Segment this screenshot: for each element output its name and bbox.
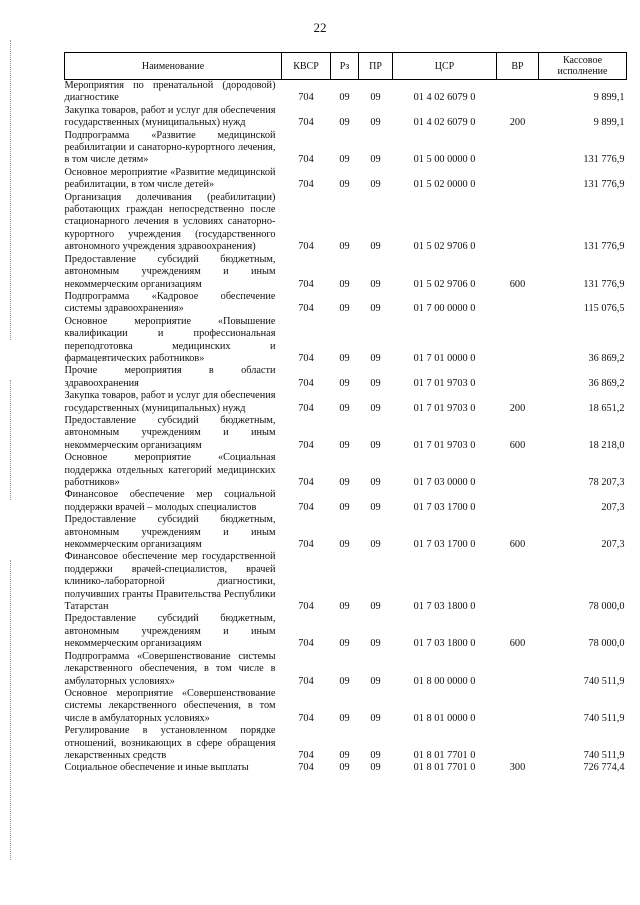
row-pr: 09 [370, 762, 381, 774]
row-name: Прочие мероприятия в области здравоохранения [64, 365, 276, 389]
row-name: Социальное обеспечение и иные выплаты [64, 762, 249, 774]
row-pr: 09 [370, 241, 381, 253]
row-kvsr: 704 [298, 352, 314, 364]
row-kvsr: 704 [298, 439, 314, 451]
row-rz: 09 [339, 92, 350, 104]
row-pr: 09 [370, 439, 381, 451]
row-vr [497, 688, 539, 725]
row-rz: 09 [339, 675, 350, 687]
row-kvsr: 704 [298, 377, 314, 389]
row-kvsr: 704 [298, 241, 314, 253]
row-rz: 09 [339, 154, 350, 166]
row-kvsr: 704 [298, 402, 314, 414]
page-number: 22 [313, 20, 327, 35]
row-pr: 09 [370, 477, 381, 488]
row-amount: 18 218,0 [588, 439, 625, 451]
row-pr: 09 [370, 402, 381, 414]
table-row [65, 551, 627, 613]
table-row [65, 390, 627, 415]
row-rz: 09 [339, 117, 350, 129]
row-rz: 09 [339, 638, 350, 650]
row-pr: 09 [370, 92, 381, 104]
row-vr [497, 365, 539, 390]
table-row [65, 651, 627, 688]
row-csr: 01 4 02 6079 0 [413, 92, 476, 104]
row-csr: 01 7 03 1800 0 [413, 638, 476, 650]
row-amount: 131 776,9 [583, 241, 625, 253]
row-csr: 01 7 01 9703 0 [413, 439, 476, 451]
table-row [65, 762, 627, 774]
row-kvsr: 704 [298, 154, 314, 166]
row-csr: 01 8 00 0000 0 [413, 675, 476, 687]
table-row [65, 489, 627, 514]
row-rz: 09 [339, 278, 350, 290]
row-amount: 207,3 [601, 501, 625, 513]
budget-table [64, 52, 627, 775]
row-pr: 09 [370, 539, 381, 551]
table-row [65, 254, 627, 291]
row-vr [497, 651, 539, 688]
row-name: Основное мероприятие «Совершенствование системы лекарственного обеспечения, в том числе в амбулаторных условиях» [64, 687, 276, 724]
row-pr: 09 [370, 601, 381, 613]
row-name: Мероприятия по пренатальной (дородовой) диагностике [64, 80, 276, 104]
row-vr: 600 [509, 278, 526, 290]
row-kvsr: 704 [298, 712, 314, 724]
table-row [65, 316, 627, 366]
row-vr [497, 130, 539, 167]
row-kvsr: 704 [298, 179, 314, 191]
row-name: Предоставление субсидий бюджетным, автономным учреждениям и иным некоммерческим организациям [64, 514, 276, 551]
row-amount: 131 776,9 [583, 179, 625, 191]
table-header-row [65, 53, 627, 80]
table-row [65, 452, 627, 489]
row-csr: 01 5 00 0000 0 [413, 154, 476, 166]
row-vr [497, 291, 539, 316]
row-kvsr: 704 [298, 117, 314, 129]
row-pr: 09 [370, 303, 381, 315]
row-name: Основное мероприятие «Социальная поддержка отдельных категорий медицинских работников» [64, 452, 276, 488]
row-amount: 726 774,4 [583, 762, 625, 774]
row-name: Финансовое обеспечение мер социальной поддержки врачей – молодых специалистов [64, 489, 276, 513]
row-name: Основное мероприятие «Развитие медицинской реабилитации, в том числе детей» [64, 166, 276, 191]
row-csr: 01 8 01 7701 0 [413, 762, 476, 774]
table-row [65, 105, 627, 130]
row-name: Закупка товаров, работ и услуг для обеспечения государственных (муниципальных) нужд [64, 104, 276, 129]
row-csr: 01 7 00 0000 0 [413, 303, 476, 315]
row-name: Подпрограмма «Кадровое обеспечение системы здравоохранения» [64, 290, 276, 315]
row-name: Предоставление субсидий бюджетным, автономным учреждениям и иным некоммерческим организациям [64, 613, 276, 650]
row-amount: 78 000,0 [588, 601, 625, 613]
row-kvsr: 704 [298, 303, 314, 315]
row-csr: 01 7 03 1700 0 [413, 539, 476, 551]
table-row [65, 725, 627, 762]
row-amount: 78 207,3 [588, 477, 625, 488]
row-csr: 01 5 02 9706 0 [413, 278, 476, 290]
header-pr: ПР [359, 53, 393, 80]
row-kvsr: 704 [298, 501, 314, 513]
header-vr: ВР [497, 53, 539, 80]
row-csr: 01 4 02 6079 0 [413, 117, 476, 129]
row-pr: 09 [370, 154, 381, 166]
row-csr: 01 7 01 0000 0 [413, 352, 476, 364]
row-amount: 18 651,2 [588, 402, 625, 414]
row-name: Организация долечивания (реабилитации) работающих граждан непосредственно после стационарного лечения в условиях санаторно-курортного учреждения (государственного автономного учреждения здравоохранения) [64, 191, 276, 253]
row-csr: 01 7 01 9703 0 [413, 402, 476, 414]
row-pr: 09 [370, 712, 381, 724]
row-rz: 09 [339, 501, 350, 513]
row-vr [497, 316, 539, 366]
row-amount: 207,3 [601, 539, 625, 551]
row-csr: 01 7 03 1800 0 [413, 601, 476, 613]
scan-margin-line [10, 560, 11, 860]
row-rz: 09 [339, 439, 350, 451]
row-kvsr: 704 [298, 675, 314, 687]
row-amount: 78 000,0 [588, 638, 625, 650]
row-name: Финансовое обеспечение мер государственной поддержки врачей-специалистов, врачей клинико-лабораторной диагностики, получивших гранты Правительства Республики Татарстан [64, 551, 276, 613]
table-row [65, 365, 627, 390]
table-body [65, 80, 627, 775]
row-amount: 740 511,9 [583, 675, 625, 687]
row-vr: 600 [509, 439, 526, 451]
row-kvsr: 704 [298, 539, 314, 551]
row-rz: 09 [339, 402, 350, 414]
row-rz: 09 [339, 303, 350, 315]
table-row [65, 291, 627, 316]
row-pr: 09 [370, 352, 381, 364]
table-row [65, 688, 627, 725]
header-cash-execution: Кассовое исполнение [539, 53, 627, 80]
row-amount: 36 869,2 [588, 352, 625, 364]
row-vr: 200 [509, 402, 526, 414]
row-amount: 115 076,5 [583, 303, 625, 315]
row-amount: 9 899,1 [593, 92, 625, 104]
table-row [65, 514, 627, 551]
row-pr: 09 [370, 749, 381, 761]
row-pr: 09 [370, 377, 381, 389]
row-amount: 9 899,1 [593, 117, 625, 129]
row-vr [497, 489, 539, 514]
row-vr [497, 192, 539, 254]
row-kvsr: 704 [298, 749, 314, 761]
row-kvsr: 704 [298, 762, 314, 774]
row-amount: 36 869,2 [588, 377, 625, 389]
scan-margin-line [10, 380, 11, 500]
row-vr [497, 167, 539, 192]
table-row [65, 130, 627, 167]
row-vr: 300 [509, 762, 526, 774]
row-kvsr: 704 [298, 638, 314, 650]
row-amount: 740 511,9 [583, 712, 625, 724]
table-row [65, 613, 627, 650]
row-amount: 131 776,9 [583, 278, 625, 290]
row-rz: 09 [339, 179, 350, 191]
row-name: Подпрограмма «Развитие медицинской реабилитации и санаторно-курортного лечения, в том числе детям» [64, 129, 276, 166]
row-amount: 740 511,9 [583, 749, 625, 761]
row-name: Регулирование в установленном порядке отношений, возникающих в сфере обращения лекарственных средств [64, 725, 276, 761]
row-name: Предоставление субсидий бюджетным, автономным учреждениям и иным некоммерческим организациям [64, 414, 276, 451]
row-pr: 09 [370, 179, 381, 191]
row-amount: 131 776,9 [583, 154, 625, 166]
row-csr: 01 5 02 9706 0 [413, 241, 476, 253]
row-csr: 01 8 01 0000 0 [413, 712, 476, 724]
row-csr: 01 7 01 9703 0 [413, 377, 476, 389]
row-csr: 01 5 02 0000 0 [413, 179, 476, 191]
row-pr: 09 [370, 675, 381, 687]
row-name: Основное мероприятие «Повышение квалификации и профессиональная переподготовка медицинских и фармацевтических работников» [64, 315, 276, 364]
table-row [65, 192, 627, 254]
row-name: Предоставление субсидий бюджетным, автономным учреждениям и иным некоммерческим организациям [64, 253, 276, 290]
row-vr [497, 452, 539, 489]
scan-margin-line [10, 40, 11, 340]
row-rz: 09 [339, 539, 350, 551]
row-rz: 09 [339, 352, 350, 364]
row-rz: 09 [339, 601, 350, 613]
header-kvsr: КВСР [282, 53, 331, 80]
row-csr: 01 7 03 0000 0 [413, 477, 476, 488]
row-kvsr: 704 [298, 601, 314, 613]
row-pr: 09 [370, 638, 381, 650]
row-rz: 09 [339, 377, 350, 389]
row-kvsr: 704 [298, 278, 314, 290]
header-csr: ЦСР [393, 53, 497, 80]
header-rz: Рз [331, 53, 359, 80]
row-rz: 09 [339, 477, 350, 488]
table-row [65, 80, 627, 105]
row-name: Подпрограмма «Совершенствование системы лекарственного обеспечения, в том числе в амбулаторных условиях» [64, 650, 276, 687]
row-vr [497, 551, 539, 613]
row-rz: 09 [339, 749, 350, 761]
row-pr: 09 [370, 278, 381, 290]
row-csr: 01 7 03 1700 0 [413, 501, 476, 513]
row-vr [497, 80, 539, 105]
row-vr: 200 [509, 117, 526, 129]
table-row [65, 167, 627, 192]
row-rz: 09 [339, 762, 350, 774]
row-kvsr: 704 [298, 477, 314, 488]
row-pr: 09 [370, 117, 381, 129]
row-name: Закупка товаров, работ и услуг для обеспечения государственных (муниципальных) нужд [64, 390, 276, 414]
row-rz: 09 [339, 241, 350, 253]
row-rz: 09 [339, 712, 350, 724]
header-name: Наименование [65, 53, 282, 80]
row-pr: 09 [370, 501, 381, 513]
row-kvsr: 704 [298, 92, 314, 104]
row-vr: 600 [509, 638, 526, 650]
row-vr [497, 725, 539, 762]
row-vr: 600 [509, 539, 526, 551]
row-csr: 01 8 01 7701 0 [413, 749, 476, 761]
table-row [65, 415, 627, 452]
